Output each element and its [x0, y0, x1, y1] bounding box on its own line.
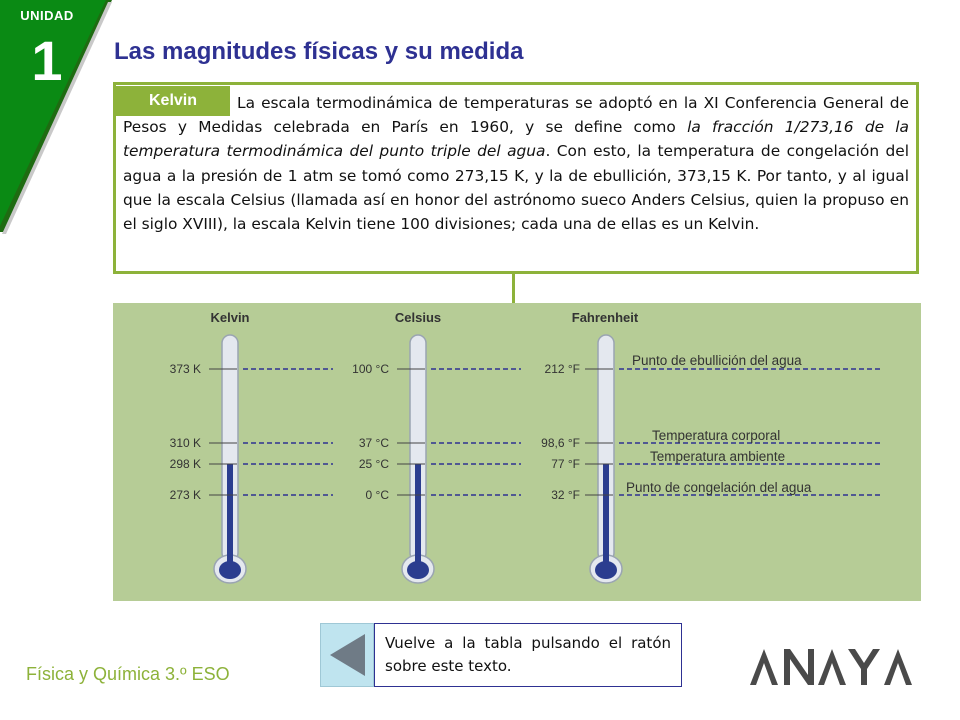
- tick-fahrenheit-98-6: 98,6 °F: [541, 436, 580, 450]
- tick-fahrenheit-32: 32 °F: [551, 488, 580, 502]
- scale-header-fahrenheit: Fahrenheit: [571, 310, 639, 325]
- thermometer-figure: [113, 303, 921, 601]
- label-freezing-point: Punto de congelación del agua: [626, 480, 812, 495]
- tick-fahrenheit-77: 77 °F: [551, 457, 580, 471]
- page-title: Las magnitudes físicas y su medida: [114, 38, 524, 65]
- footer-course: Física y Química 3.º ESO: [26, 664, 230, 684]
- back-arrow-icon: [321, 624, 373, 686]
- label-room-temperature: Temperatura ambiente: [650, 449, 786, 464]
- kelvin-badge: Kelvin: [116, 86, 230, 116]
- tick-celsius-37: 37 °C: [358, 436, 389, 450]
- back-to-table-link[interactable]: Vuelve a la tabla pulsando el ratón sobre este texto.: [374, 623, 682, 687]
- tick-celsius-0: 0 °C: [365, 488, 389, 502]
- back-button[interactable]: [320, 623, 374, 687]
- info-text-part-1: La escala termodinámica de temperaturas se adoptó en la XI Conferencia General de Pesos y Medidas celebrada en París en 1960, y se define como: [123, 94, 909, 137]
- connector-line: [512, 274, 515, 304]
- info-text-part-2: . Con esto, la temperatura de congelación del agua a la presión de 1 atm se tomó como 273,15 K, y la de ebullición, 373,15 K. Por tanto, y al igual que la escala Celsius (llamada así en honor del astrónomo sueco Anders Celsius, quien la propuso en el siglo XVIII), la escala Kelvin tiene 100 divisiones; cada una de ellas es un Kelvin.: [123, 142, 910, 234]
- label-body-temperature: Temperatura corporal: [652, 428, 781, 443]
- label-boiling-point: Punto de ebullición del agua: [632, 353, 802, 368]
- anaya-logo: [748, 645, 918, 689]
- info-text: [123, 91, 909, 269]
- unit-label: UNIDAD: [20, 8, 74, 23]
- tick-kelvin-310: 310 K: [169, 436, 201, 450]
- info-text-definition: la fracción 1/273,16 de la temperatura termodinámica del punto triple del agua: [123, 118, 909, 161]
- tick-celsius-100: 100 °C: [352, 362, 389, 376]
- tick-fahrenheit-212: 212 °F: [544, 362, 580, 376]
- tick-kelvin-373: 373 K: [169, 362, 201, 376]
- tick-kelvin-298: 298 K: [169, 457, 201, 471]
- unit-number: 1: [31, 29, 63, 92]
- scale-header-kelvin: Kelvin: [210, 310, 250, 325]
- scale-header-celsius: Celsius: [394, 310, 442, 325]
- tick-kelvin-273: 273 K: [169, 488, 201, 502]
- tick-celsius-25: 25 °C: [358, 457, 389, 471]
